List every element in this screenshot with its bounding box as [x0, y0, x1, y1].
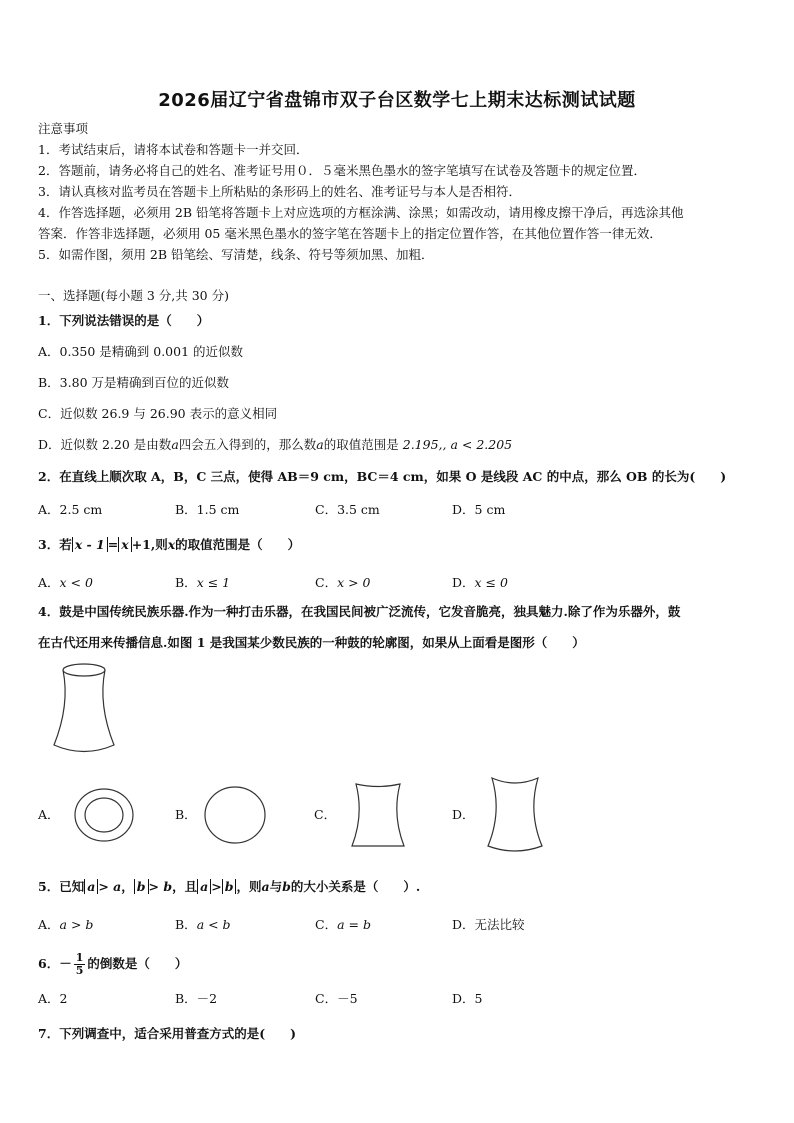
- q5-cond2: > b: [148, 879, 173, 894]
- q4-option-d-side: [484, 774, 546, 856]
- q2-option-b: B．1.5 cm: [175, 502, 240, 517]
- q3-plus: +1: [131, 537, 151, 552]
- notice-item-5: 5．如需作图，须用 2B 铅笔绘、写清楚，线条、符号等须加黑、加粗．: [38, 247, 434, 262]
- q2-option-a: A．2.5 cm: [38, 502, 103, 517]
- q1-option-b: B．3.80 万是精确到百位的近似数: [38, 375, 229, 390]
- q5-and: 与: [269, 879, 283, 894]
- q3-pre: 3．若: [38, 537, 72, 552]
- q5-sep1: ，: [121, 879, 134, 894]
- q3-c-value: x > 0: [337, 575, 371, 590]
- q5-options: [38, 915, 758, 933]
- q1-d-var2: a: [316, 437, 324, 452]
- q3-a-value: x < 0: [59, 575, 93, 590]
- q3-options: [38, 573, 758, 591]
- q4-option-a-label: A．: [38, 807, 60, 822]
- q1-option-c: C．近似数 26.9 与 26.90 表示的意义相同: [38, 406, 278, 421]
- q4-option-b-circle: [203, 785, 267, 845]
- q3-post: ,则: [150, 537, 168, 552]
- q3-abs-left: x - 1: [72, 537, 108, 552]
- q6-option-a: A．2: [38, 991, 68, 1006]
- q3-c-label: C．: [315, 575, 338, 590]
- q5-abs-a2: a: [197, 879, 211, 894]
- q7-stem: 7．下列调查中，适合采用普查方式的是( ): [38, 1026, 297, 1041]
- q5-option-d: D．无法比较: [452, 917, 525, 932]
- q3-b-value: x ≤ 1: [196, 575, 231, 590]
- q2-option-c: C．3.5 cm: [315, 502, 380, 517]
- q2-option-d: D．5 cm: [452, 502, 506, 517]
- notice-item-2: 2．答题前，请务必将自己的姓名、准考证号用０．５毫米黑色墨水的签字笔填写在试卷及答题卡的规定位置．: [38, 163, 646, 178]
- q4-stem-line2: 在古代还用来传播信息.如图 1 是我国某少数民族的一种鼓的轮廓图，如果从上面看是图形（ ）: [38, 635, 585, 650]
- q5-option-b: [175, 915, 231, 933]
- q1-d-post: 的取值范围是: [323, 437, 399, 452]
- q6-pre: 6．－: [38, 956, 72, 971]
- q4-stem-line1: 4．鼓是中国传统民族乐器.作为一种打击乐器，在我国民间被广泛流传，它发音脆亮，独具魅力.除了作为乐器外，鼓: [38, 604, 681, 619]
- q3-a-label: A．: [38, 575, 60, 590]
- notice-item-1: 1．考试结束后，请将本试卷和答题卡一并交回．: [38, 142, 309, 157]
- q5-b-value: a < b: [196, 917, 231, 932]
- q4-option-b-label: B．: [175, 807, 197, 822]
- notice-heading: 注意事项: [38, 121, 89, 136]
- q1-d-range: 2.195,, a < 2.205: [402, 437, 513, 452]
- q3-option-b: [175, 573, 230, 591]
- q5-c-value: a = b: [337, 917, 371, 932]
- q6-numerator: 1: [75, 951, 84, 964]
- drum-figure: [50, 660, 120, 760]
- q5-gt: >: [211, 879, 222, 894]
- q3-option-d: [452, 573, 508, 591]
- q5-abs-b: b: [134, 879, 149, 894]
- page-title: 2026届辽宁省盘锦市双子台区数学七上期末达标测试试题: [158, 90, 636, 111]
- q5-var-a: a: [261, 879, 270, 894]
- q1-d-pre: D．近似数 2.20 是由数: [38, 437, 172, 452]
- q1-d-mid: 四会五入得到的，那么数: [178, 437, 317, 452]
- notice-item-3: 3．请认真核对监考员在答题卡上所粘贴的条形码上的姓名、准考证号与本人是否相符．: [38, 184, 521, 199]
- q6-option-d: D．5: [452, 991, 483, 1006]
- q6-stem: [38, 950, 187, 978]
- q3-stem: [38, 537, 300, 553]
- q1-option-a: A．0.350 是精确到 0.001 的近似数: [38, 344, 244, 359]
- section-heading: 一、选择题(每小题 3 分,共 30 分): [38, 288, 229, 303]
- q3-eq: =: [107, 537, 119, 552]
- q5-b-label: B．: [175, 917, 197, 932]
- q4-option-c-side: [348, 780, 408, 850]
- q4-option-c-label: C．: [314, 807, 337, 822]
- q5-stem: [38, 879, 420, 895]
- q5-option-a: [38, 915, 93, 933]
- q3-abs-right: x: [118, 537, 131, 552]
- q5-cond1: > a: [98, 879, 122, 894]
- q5-option-c: [315, 915, 371, 933]
- q2-stem: 2．在直线上顺次取 A，B，C 三点，使得 AB＝9 cm，BC＝4 cm，如果 O 是线段 AC 的中点，那么 OB 的长为( ): [38, 469, 727, 484]
- q3-tail: 的取值范围是（ ）: [175, 537, 301, 552]
- q2-options: [38, 500, 758, 518]
- q5-sep2: ，且: [172, 879, 198, 894]
- q3-d-value: x ≤ 0: [474, 575, 508, 590]
- q6-option-c: C．－5: [315, 991, 358, 1006]
- q6-option-b: B．－2: [175, 991, 218, 1006]
- notice-item-4: 4．作答选择题，必须用 2B 铅笔将答题卡上对应选项的方框涂满、涂黑；如需改动，请用橡皮擦干净后，再选涂其他: [38, 205, 684, 220]
- q5-abs-b2: b: [222, 879, 237, 894]
- q3-option-a: [38, 573, 93, 591]
- q4-option-d-label: D．: [452, 807, 475, 822]
- q5-a-value: a > b: [59, 917, 94, 932]
- q3-var: x: [167, 537, 176, 552]
- q6-tail: 的倒数是（ ）: [87, 956, 188, 971]
- q6-denominator: 5: [75, 964, 84, 977]
- q6-fraction: [74, 952, 86, 977]
- q5-tail: 的大小关系是（ ）.: [290, 879, 421, 894]
- q3-option-c: [315, 573, 371, 591]
- q5-sep3: ，则: [236, 879, 262, 894]
- q6-options: [38, 989, 758, 1007]
- q3-b-label: B．: [175, 575, 197, 590]
- q1-d-var1: a: [171, 437, 179, 452]
- q3-d-label: D．: [452, 575, 475, 590]
- q5-abs-a: a: [84, 879, 98, 894]
- notice-item-4-cont: 答案．作答非选择题，必须用 05 毫米黑色墨水的签字笔在答题卡上的指定位置作答，在其他位置作答一律无效．: [38, 226, 662, 241]
- q4-option-a-rings: [73, 787, 135, 843]
- q5-var-b: b: [282, 879, 291, 894]
- q5-a-label: A．: [38, 917, 60, 932]
- q5-pre: 5．已知: [38, 879, 85, 894]
- q5-c-label: C．: [315, 917, 338, 932]
- q1-option-d: [38, 437, 512, 453]
- q1-stem: 1．下列说法错误的是（ ）: [38, 313, 210, 328]
